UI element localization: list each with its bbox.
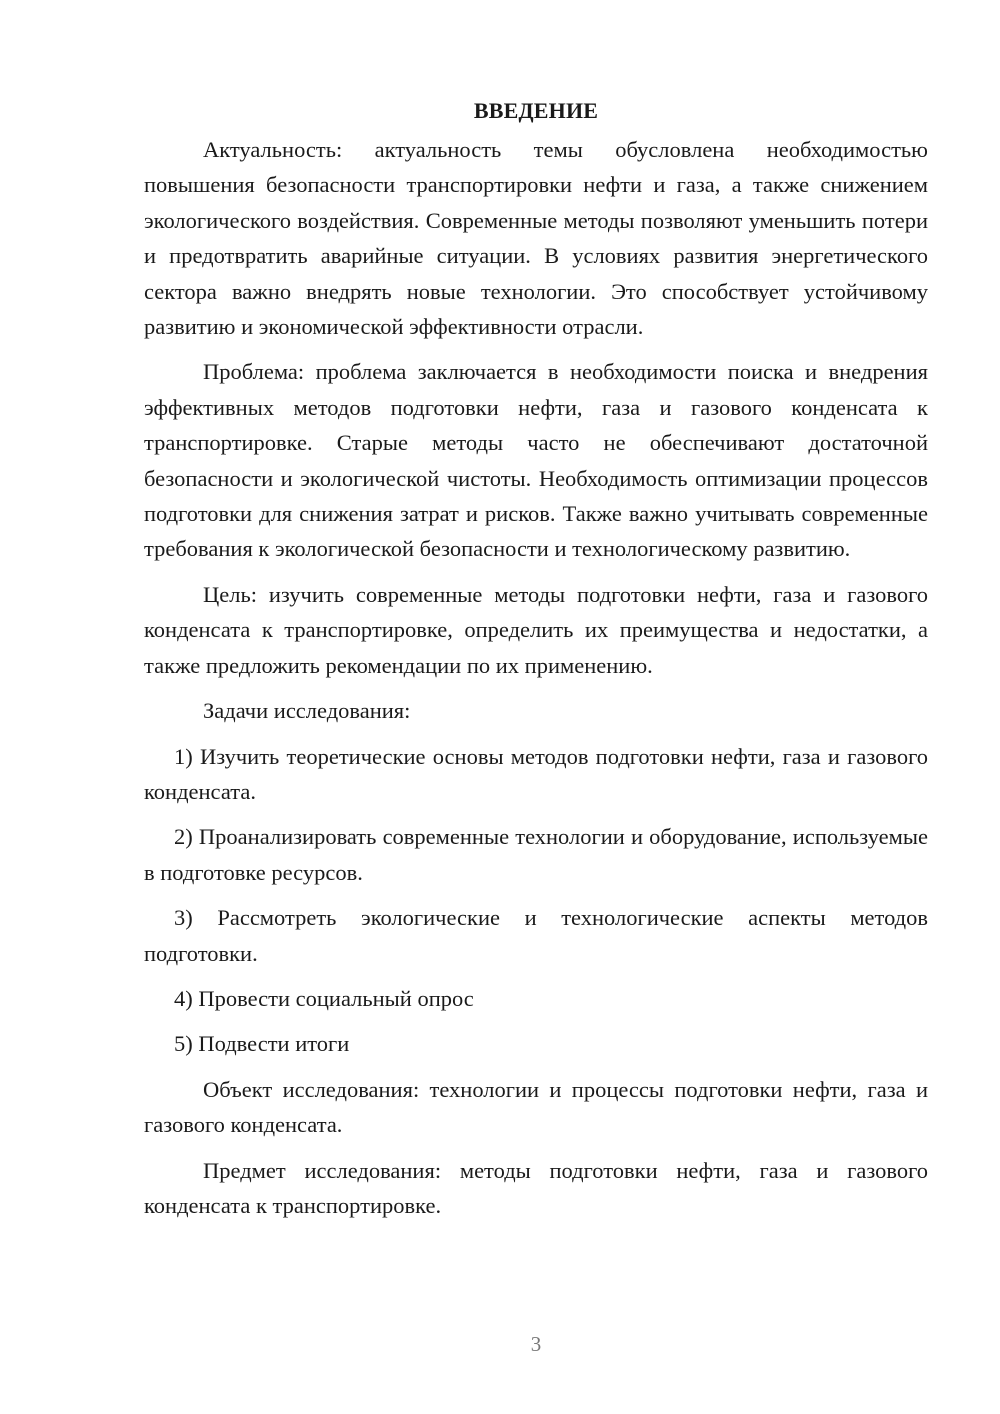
task-item-5: 5) Подвести итоги <box>174 1031 350 1057</box>
page-content <box>144 94 928 1233</box>
tasks-heading: Задачи исследования: <box>203 698 411 724</box>
relevance-paragraph: Актуальность: актуальность темы обусловлена необходимостью повышения безопасности транспортировки нефти и газа, а также снижением экологического воздействия. Современные методы позволяют уменьшить потери и предотвратить аварийные ситуации. В условиях развития энергетического сектора важно внедрять новые технологии. Это способствует устойчивому развитию и экономической эффективности отрасли. <box>144 137 928 340</box>
task-item-4: 4) Провести социальный опрос <box>174 985 474 1011</box>
object-paragraph: Объект исследования: технологии и процессы подготовки нефти, газа и газового конденсата. <box>144 1076 928 1138</box>
task-item-1: 1) Изучить теоретические основы методов подготовки нефти, газа и газового конденсата. <box>144 743 928 804</box>
subject-paragraph: Предмет исследования: методы подготовки нефти, газа и газового конденсата к транспортировке. <box>144 1157 928 1218</box>
page-title: ВВЕДЕНИЕ <box>473 98 599 123</box>
task-item-3: 3) Рассмотреть экологические и технологические аспекты методов подготовки. <box>144 905 928 966</box>
goal-paragraph: Цель: изучить современные методы подготовки нефти, газа и газового конденсата к транспортировке, определить их преимущества и недостатки, а также предложить рекомендации по их применению. <box>144 581 928 678</box>
page-number: 3 <box>530 1332 542 1356</box>
problem-paragraph: Проблема: проблема заключается в необходимости поиска и внедрения эффективных методов подготовки нефти, газа и газового конденсата к транспортировке. Старые методы часто не обеспечивают достаточной безопасности и экологической чистоты. Необходимость оптимизации процессов подготовки для снижения затрат и рисков. Также важно учитывать современные требования к экологической безопасности и технологическому развитию. <box>144 359 928 562</box>
task-item-2: 2) Проанализировать современные технологии и оборудование, используемые в подготовке ресурсов. <box>144 824 928 885</box>
